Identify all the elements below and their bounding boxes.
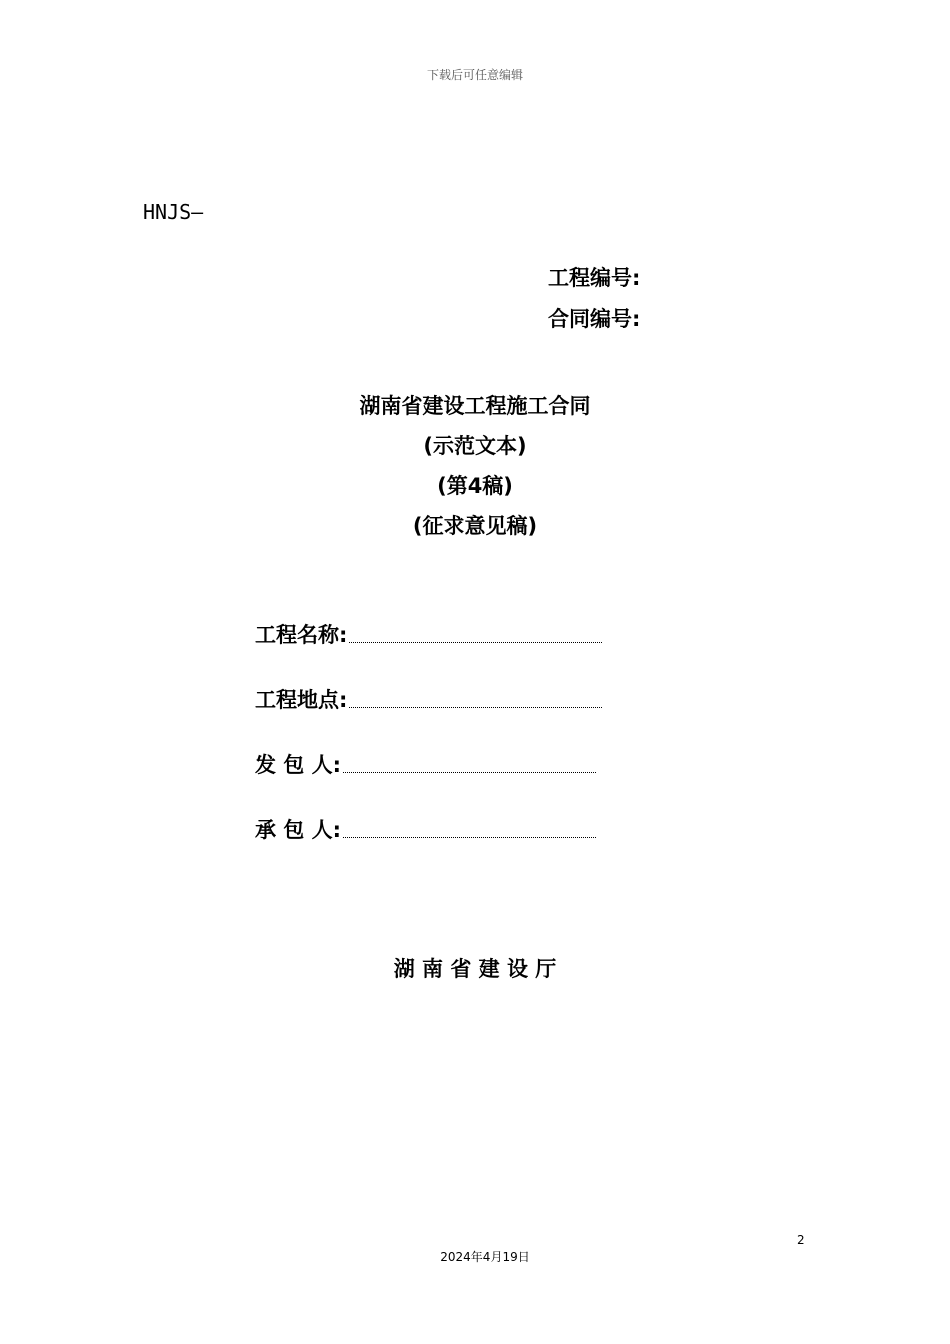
issuing-authority: 湖 南 省 建 设 厅 — [393, 957, 557, 981]
header-note: 下载后可任意编辑 — [426, 68, 523, 82]
field-label: 工程地点: — [255, 688, 348, 712]
project-number-label: 工程编号: — [548, 266, 641, 290]
field-label: 承 包 人: — [255, 818, 342, 842]
fill-in-line — [349, 707, 602, 708]
contract-number-label: 合同编号: — [548, 307, 641, 331]
field-label: 发 包 人: — [255, 753, 342, 777]
title-block — [0, 392, 950, 552]
document-subtitle-consultation: (征求意见稿) — [412, 514, 538, 538]
fill-in-line — [343, 772, 596, 773]
fill-in-line — [349, 642, 602, 643]
document-subtitle-draft: (第4稿) — [437, 474, 513, 498]
document-subtitle-template: (示范文本) — [423, 434, 527, 458]
page-number: 2 — [797, 1233, 805, 1247]
fill-in-line — [343, 837, 596, 838]
field-label: 工程名称: — [255, 623, 348, 647]
field-employer — [255, 748, 615, 778]
field-contractor — [255, 813, 615, 843]
document-title: 湖南省建设工程施工合同 — [359, 394, 591, 418]
document-code: HNJS— — [143, 200, 204, 224]
field-project-location — [255, 683, 615, 713]
field-project-name — [255, 618, 615, 648]
footer-date: 2024年4月19日 — [440, 1250, 530, 1264]
